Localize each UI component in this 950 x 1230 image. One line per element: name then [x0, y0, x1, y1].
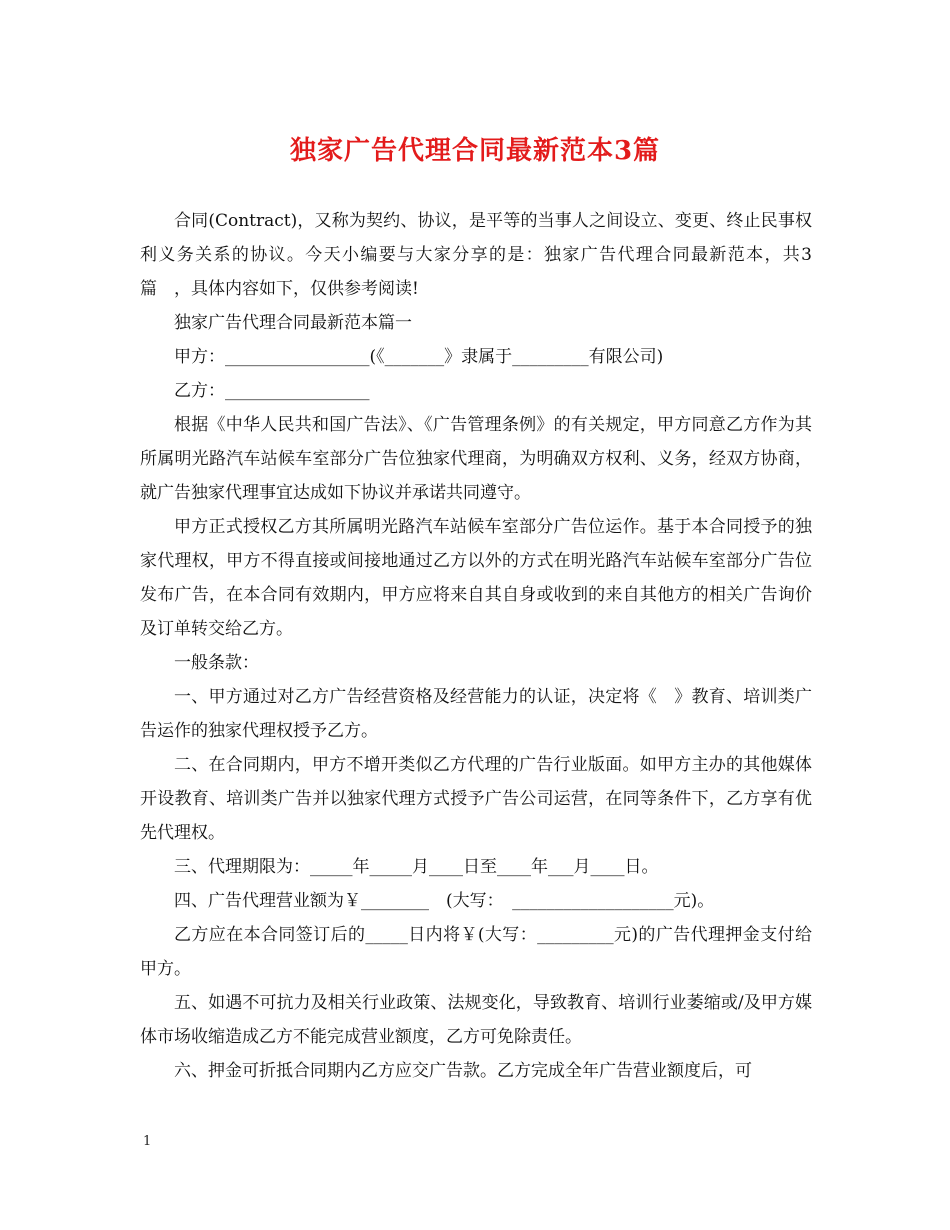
paragraph-clause-3: 三、代理期限为：_____年_____月____日至____年___月____日。 — [174, 857, 659, 877]
page-number: 1 — [143, 1134, 152, 1149]
paragraph-clause-2: 二、在合同期内，甲方不增开类似乙方代理的广告行业版面。如甲方主办的其他媒体开设教育、培训类广告并以独家代理方式授予广告公司运营，在同等条件下，乙方享有优先代理权。 — [140, 755, 812, 843]
document-title: 独家广告代理合同最新范本3篇 — [289, 136, 661, 166]
paragraph-clause-1: 一、甲方通过对乙方广告经营资格及经营能力的认证，决定将《 》教育、培训类广告运作的独家代理权授予乙方。 — [140, 687, 812, 741]
paragraph-legal-basis: 根据《中华人民共和国广告法》、《广告管理条例》的有关规定，甲方同意乙方作为其所属明光路汽车站候车室部分广告位独家代理商，为明确双方权利、义务，经双方协商，就广告独家代理事宜达成如下协议并承诺共同遵守。 — [140, 415, 812, 503]
paragraph-section-heading: 独家广告代理合同最新范本篇一 — [174, 313, 412, 333]
document-body — [140, 204, 812, 1088]
paragraph-party-b: 乙方：_________________ — [174, 381, 370, 401]
paragraph-general-terms: 一般条款： — [174, 653, 259, 673]
paragraph-party-a: 甲方：_________________(《_______》隶属于_________有限公司) — [174, 347, 664, 367]
paragraph-intro: 合同(Contract)，又称为契约、协议，是平等的当事人之间设立、变更、终止民事权利义务关系的协议。今天小编要与大家分享的是：独家广告代理合同最新范本，共3篇 ，具体内容如下，仅供参考阅读! — [140, 211, 812, 299]
paragraph-deposit: 乙方应在本合同签订后的_____日内将￥(大写：_________元)的广告代理押金支付给甲方。 — [140, 925, 812, 979]
paragraph-clause-6: 六、押金可折抵合同期内乙方应交广告款。乙方完成全年广告营业额度后，可 — [174, 1061, 752, 1081]
paragraph-clause-4: 四、广告代理营业额为￥________ (大写： ___________________元)。 — [174, 891, 715, 911]
paragraph-clause-5: 五、如遇不可抗力及相关行业政策、法规变化，导致教育、培训行业萎缩或/及甲方媒体市场收缩造成乙方不能完成营业额度，乙方可免除责任。 — [140, 993, 812, 1047]
paragraph-authorization: 甲方正式授权乙方其所属明光路汽车站候车室部分广告位运作。基于本合同授予的独家代理权，甲方不得直接或间接地通过乙方以外的方式在明光路汽车站候车室部分广告位发布广告，在本合同有效期内，甲方应将来自其自身或收到的来自其他方的相关广告询价及订单转交给乙方。 — [140, 517, 812, 639]
